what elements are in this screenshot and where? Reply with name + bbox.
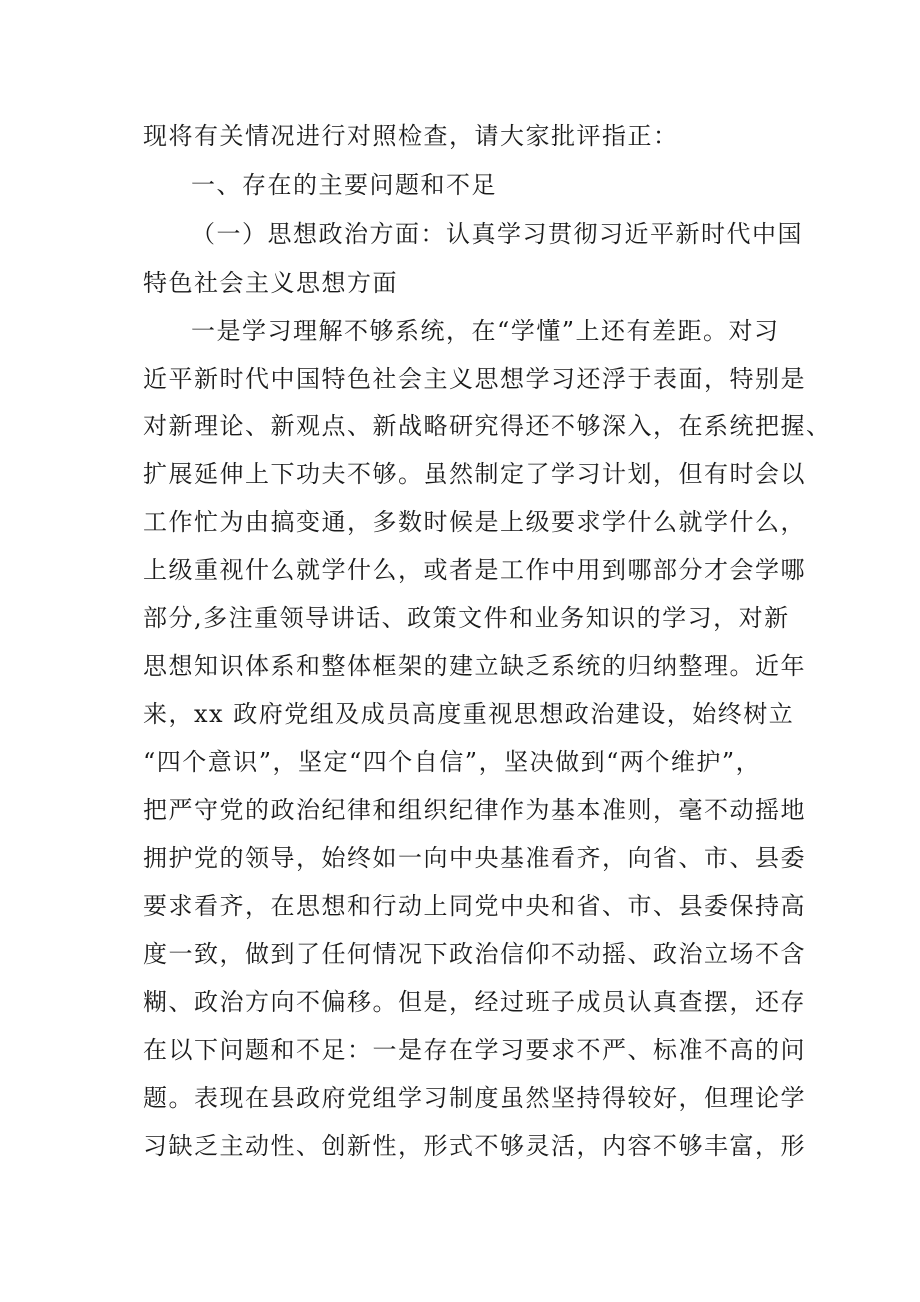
text-line: 习缺乏主动性、创新性，形式不够灵活，内容不够丰富，形: [143, 1132, 806, 1160]
text-line: 一是学习理解不够系统，在“学懂”上还有差距。对习: [191, 317, 780, 345]
text-line: 部分,多注重领导讲话、政策文件和业务知识的学习，对新: [143, 604, 790, 632]
text-line: 度一致，做到了任何情况下政治信仰不动摇、政治立场不含: [143, 940, 806, 968]
text-line: 现将有关情况进行对照检查，请大家批评指正：: [143, 122, 679, 150]
text-line: 来，xx 政府党组及成员高度重视思想政治建设，始终树立: [143, 700, 795, 728]
text-line: 拥护党的领导，始终如一向中央基准看齐，向省、市、县委: [143, 844, 806, 872]
text-line: 思想知识体系和整体框架的建立缺乏系统的归纳整理。近年: [143, 652, 806, 680]
text-line: 对新理论、新观点、新战略研究得还不够深入，在系统把握、: [143, 412, 832, 440]
text-line: 在以下问题和不足：一是存在学习要求不严、标准不高的问: [143, 1036, 806, 1064]
text-line: 要求看齐，在思想和行动上同党中央和省、市、县委保持高: [143, 892, 806, 920]
text-line: 把严守党的政治纪律和组织纪律作为基本准则，毫不动摇地: [143, 796, 806, 824]
text-line: 题。表现在县政府党组学习制度虽然坚持得较好，但理论学: [143, 1084, 806, 1112]
text-line: 近平新时代中国特色社会主义思想学习还浮于表面，特别是: [143, 365, 806, 393]
text-line: 糊、政治方向不偏移。但是，经过班子成员认真查摆，还存: [143, 988, 806, 1016]
subsection-heading: （一）思想政治方面：认真学习贯彻习近平新时代中国: [191, 220, 803, 248]
text-line: 上级重视什么就学什么，或者是工作中用到哪部分才会学哪: [143, 556, 806, 584]
text-line: 扩展延伸上下功夫不够。虽然制定了学习计划，但有时会以: [143, 460, 806, 488]
text-line: 工作忙为由搞变通，多数时候是上级要求学什么就学什么，: [143, 508, 806, 536]
section-heading: 一、存在的主要问题和不足: [191, 171, 497, 199]
text-line: “四个意识”，坚定“四个自信”，坚决做到“两个维护”，: [143, 748, 762, 776]
subsection-heading-continued: 特色社会主义思想方面: [143, 269, 398, 297]
